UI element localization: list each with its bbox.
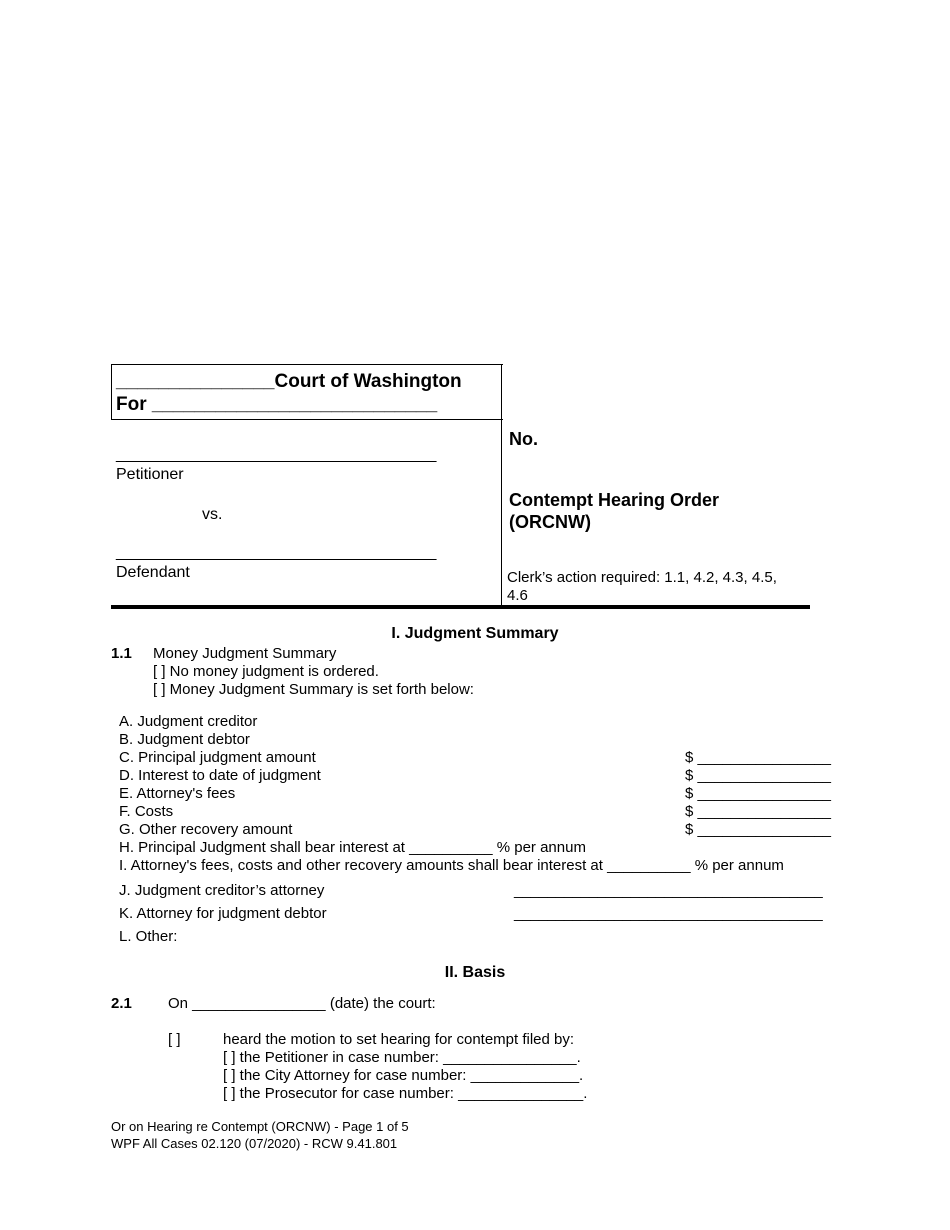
item-title: Money Judgment Summary [153, 645, 337, 662]
amount-attorney-fees[interactable]: $ ________________ [685, 785, 831, 802]
debtor-attorney-line[interactable]: _____________________________________ [514, 905, 823, 922]
case-number-label: No. [509, 429, 538, 449]
option-petitioner[interactable]: [ ] the Petitioner in case number: ________________. [223, 1049, 581, 1066]
row-interest-to-date: D. Interest to date of judgment [119, 767, 321, 784]
row-other: L. Other: [119, 928, 178, 945]
amount-principal[interactable]: $ ________________ [685, 749, 831, 766]
versus-label: vs. [202, 506, 223, 523]
clerk-action-line2: 4.6 [507, 587, 528, 604]
amount-other-recovery[interactable]: $ ________________ [685, 821, 831, 838]
footer-page-line: Or on Hearing re Contempt (ORCNW) - Page 1 of 5 [111, 1119, 409, 1134]
option-judgment-summary[interactable]: [ ] Money Judgment Summary is set forth below: [153, 681, 474, 698]
amount-interest[interactable]: $ ________________ [685, 767, 831, 784]
hearing-date-text[interactable]: On ________________ (date) the court: [168, 995, 436, 1012]
defendant-label: Defendant [116, 564, 190, 581]
caption-bottom-rule [111, 605, 810, 609]
option-city-attorney[interactable]: [ ] the City Attorney for case number: _____________. [223, 1067, 584, 1084]
item-number-2-1: 2.1 [111, 995, 132, 1012]
row-principal-interest-rate[interactable]: H. Principal Judgment shall bear interest at __________ % per annum [119, 839, 586, 856]
row-debtor-attorney: K. Attorney for judgment debtor [119, 905, 327, 922]
petitioner-line: ____________________________________ [116, 446, 437, 463]
clerk-action-line1: Clerk’s action required: 1.1, 4.2, 4.3, 4.5, [507, 569, 777, 586]
heard-motion-text: heard the motion to set hearing for contempt filed by: [223, 1031, 575, 1048]
defendant-line: ____________________________________ [116, 544, 437, 561]
row-judgment-debtor: B. Judgment debtor [119, 731, 250, 748]
option-prosecutor[interactable]: [ ] the Prosecutor for case number: _______________. [223, 1085, 588, 1102]
footer-form-line: WPF All Cases 02.120 (07/2020) - RCW 9.41.801 [111, 1136, 398, 1151]
row-creditor-attorney: J. Judgment creditor’s attorney [119, 882, 325, 899]
item-number: 1.1 [111, 645, 132, 662]
row-principal-amount: C. Principal judgment amount [119, 749, 316, 766]
heard-motion-checkbox[interactable]: [ ] [168, 1031, 181, 1048]
row-attorney-fees: E. Attorney's fees [119, 785, 236, 802]
document-code: (ORCNW) [509, 512, 591, 532]
caption-divider [501, 364, 502, 606]
court-name-line: _______________Court of Washington [116, 371, 462, 392]
document-title: Contempt Hearing Order [509, 490, 720, 510]
row-fees-interest-rate[interactable]: I. Attorney's fees, costs and other recovery amounts shall bear interest at __________ % per annum [119, 857, 784, 874]
row-costs: F. Costs [119, 803, 174, 820]
petitioner-label: Petitioner [116, 466, 184, 483]
section-heading-judgment-summary: I. Judgment Summary [391, 625, 559, 642]
court-county-line: For ___________________________ [116, 394, 438, 415]
row-other-recovery: G. Other recovery amount [119, 821, 293, 838]
row-judgment-creditor: A. Judgment creditor [119, 713, 258, 730]
amount-costs[interactable]: $ ________________ [685, 803, 831, 820]
option-no-judgment[interactable]: [ ] No money judgment is ordered. [153, 663, 379, 680]
section-heading-basis: II. Basis [444, 964, 506, 981]
creditor-attorney-line[interactable]: _____________________________________ [514, 882, 823, 899]
